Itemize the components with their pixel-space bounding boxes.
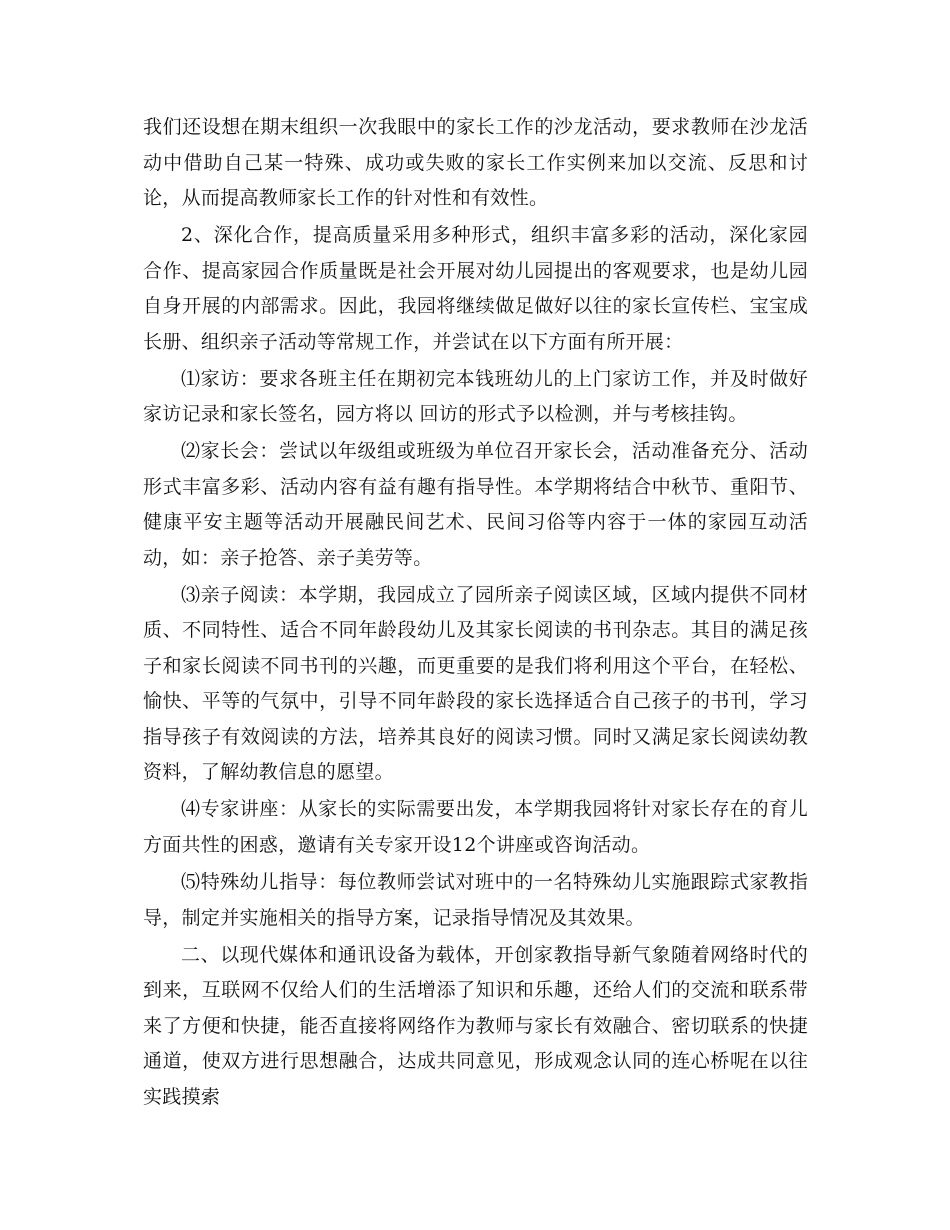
paragraph-expert-lecture: ⑷专家讲座：从家长的实际需要出发，本学期我园将针对家长存在的育儿方面共性的困惑，邀请有关专家开设12个讲座或咨询活动。 [143,798,808,856]
paragraph-parent-meeting: ⑵家长会：尝试以年级组或班级为单位召开家长会，活动准备充分、活动形式丰富多彩、活动内容有益有趣有指导性。本学期将结合中秋节、重阳节、健康平安主题等活动开展融民间艺术、民间习俗等内容于一体的家园互动活动，如：亲子抢答、亲子美劳等。 [143,440,808,569]
paragraph-parent-child-reading: ⑶亲子阅读：本学期，我园成立了园所亲子阅读区域，区域内提供不同材质、不同特性、适合不同年龄段幼儿及其家长阅读的书刊杂志。其目的满足孩子和家长阅读不同书刊的兴趣，而更重要的是我们将利用这个平台，在轻松、愉快、平等的气氛中，引导不同年龄段的家长选择适合自己孩子的书刊，学习指导孩子有效阅读的方法，培养其良好的阅读习惯。同时又满足家长阅读幼教资料，了解幼教信息的愿望。 [143,583,808,784]
paragraph-modern-media: 二、以现代媒体和通讯设备为载体，开创家教指导新气象随着网络时代的到来，互联网不仅给人们的生活增添了知识和乐趣，还给人们的交流和联系带来了方便和快捷，能否直接将网络作为教师与家长有效融合、密切联系的快捷通道，使双方进行思想融合，达成共同意见，形成观念认同的连心桥呢在以往实践摸索 [143,943,808,1108]
paragraph-deepen-cooperation: 2、深化合作，提高质量采用多种形式，组织丰富多彩的活动，深化家园合作、提高家园合作质量既是社会开展对幼儿园提出的客观要求，也是幼儿园自身开展的内部需求。因此，我园将继续做足做好以往的家长宣传栏、宝宝成长册、组织亲子活动等常规工作，并尝试在以下方面有所开展： [143,224,808,353]
paragraph-special-child-guidance: ⑸特殊幼儿指导：每位教师尝试对班中的一名特殊幼儿实施跟踪式家教指导，制定并实施相关的指导方案，记录指导情况及其效果。 [143,871,808,929]
document-body [143,110,808,1117]
paragraph-home-visit: ⑴家访：要求各班主任在期初完本钱班幼儿的上门家访工作，并及时做好家访记录和家长签名，园方将以 回访的形式予以检测，并与考核挂钩。 [143,367,808,426]
paragraph-salon-activity: 我们还设想在期末组织一次我眼中的家长工作的沙龙活动，要求教师在沙龙活动中借助自己某一特殊、成功或失败的家长工作实例来加以交流、反思和讨论，从而提高教师家长工作的针对性和有效性。 [143,116,808,209]
